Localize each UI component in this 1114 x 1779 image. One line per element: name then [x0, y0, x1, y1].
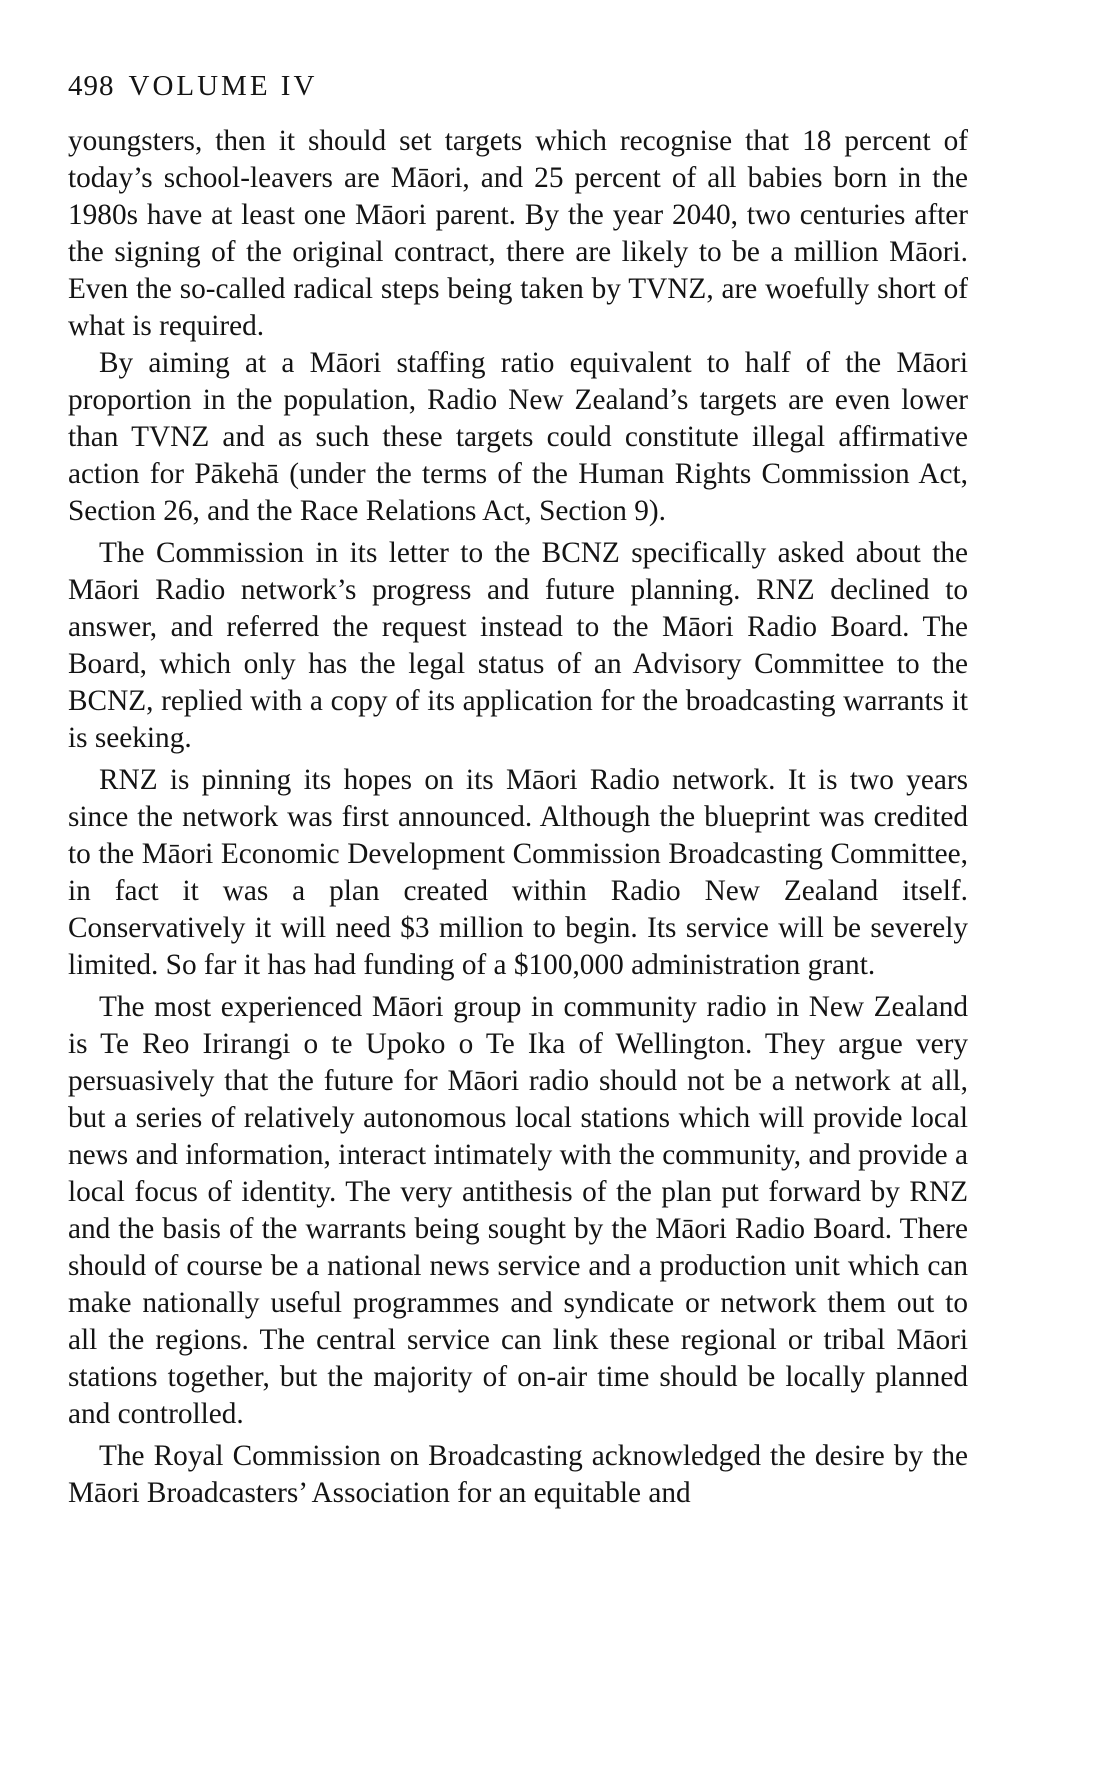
- page-number: 498: [68, 70, 115, 102]
- paragraph-6: The Royal Commission on Broadcasting acknowledged the desire by the Māori Broadcasters’ Association for an equitable and: [68, 1440, 968, 1509]
- paragraph-2: By aiming at a Māori staffing ratio equivalent to half of the Māori proportion in the population, Radio New Zealand’s targets are even lower than TVNZ and as such these targets could constitute illegal affirmative action for Pākehā (under the terms of the Human Rights Commission Act, Section 26, and the Race Relations Act, Section 9).: [68, 347, 968, 527]
- running-title: VOLUME IV: [128, 70, 318, 102]
- paragraph-5: The most experienced Māori group in community radio in New Zealand is Te Reo Irirangi o te Upoko o Te Ika of Wellington. They argue very persuasively that the future for Māori radio should not be a network at all, but a series of relatively autonomous local stations which will provide local news and information, interact intimately with the community, and provide a local focus of identity. The very antithesis of the plan put forward by RNZ and the basis of the warrants being sought by the Māori Radio Board. There should of course be a national news service and a production unit which can make nationally useful programmes and syndicate or network them out to all the regions. The central service can link these regional or tribal Māori stations together, but the majority of on-air time should be locally planned and controlled.: [68, 991, 968, 1430]
- paragraph-4: RNZ is pinning its hopes on its Māori Radio network. It is two years since the network was first announced. Although the blueprint was credited to the Māori Economic Development Commission Broadcasting Committee, in fact it was a plan created within Radio New Zealand itself. Conservatively it will need $3 million to begin. Its service will be severely limited. So far it has had funding of a $100,000 administration grant.: [68, 764, 968, 981]
- running-header: [68, 72, 968, 101]
- body-text: [68, 123, 968, 1512]
- paragraph-1: youngsters, then it should set targets which recognise that 18 percent of today’s school-leavers are Māori, and 25 percent of all babies born in the 1980s have at least one Māori parent. By the year 2040, two centuries after the signing of the original contract, there are likely to be a million Māori. Even the so-called radical steps being taken by TVNZ, are woefully short of what is required.: [68, 125, 968, 342]
- paragraph-3: The Commission in its letter to the BCNZ specifically asked about the Māori Radio network’s progress and future planning. RNZ declined to answer, and referred the request instead to the Māori Radio Board. The Board, which only has the legal status of an Advisory Committee to the BCNZ, replied with a copy of its application for the broadcasting warrants it is seeking.: [68, 537, 968, 754]
- document-page: [68, 72, 968, 1512]
